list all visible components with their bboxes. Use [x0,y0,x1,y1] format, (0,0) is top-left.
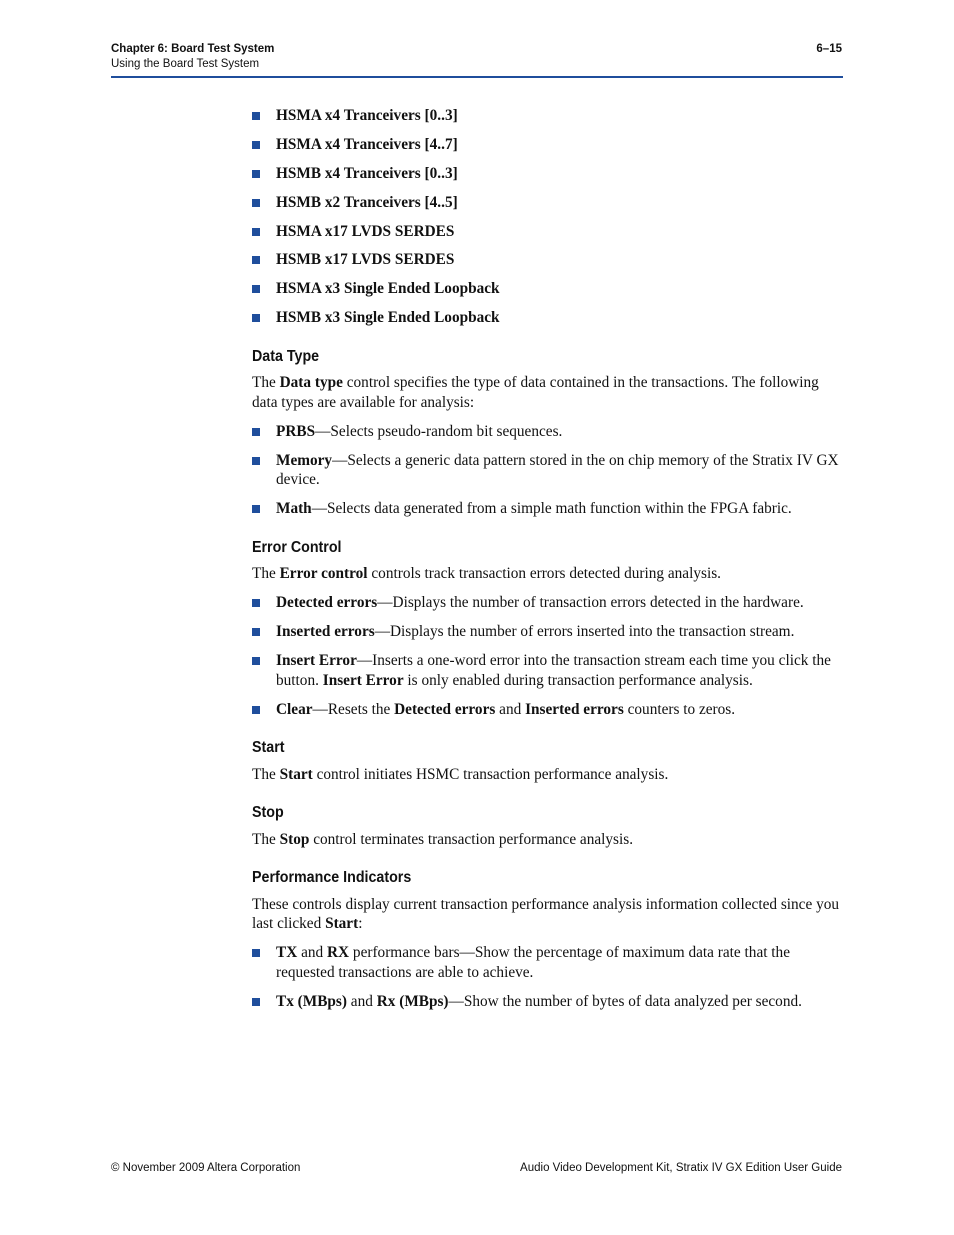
bullet-square-icon [252,457,260,465]
list-item: HSMB x3 Single Ended Loopback [252,308,847,328]
section-heading-data-type: Data Type [252,347,320,365]
bullet-square-icon [252,505,260,513]
bullet-square-icon [252,256,260,264]
bullet-square-icon [252,170,260,178]
list-item: HSMB x4 Tranceivers [0..3] [252,164,847,184]
list-item: Detected errors—Displays the number of transaction errors detected in the hardware. [252,593,847,613]
main-content [252,106,847,1021]
data-type-paragraph: The Data type control specifies the type of data contained in the transactions. The following data types are available for analysis: [252,374,819,411]
bullet-square-icon [252,628,260,636]
list-item: Clear—Resets the Detected errors and Inserted errors counters to zeros. [252,700,847,720]
list-item: Insert Error—Inserts a one-word error into the transaction stream each time you click the button. Insert Error is only enabled during transaction performance analysis. [252,651,847,690]
list-item: TX and RX performance bars—Show the percentage of maximum data rate that the requested transactions are able to achieve. [252,943,847,982]
start-paragraph: The Start control initiates HSMC transaction performance analysis. [252,765,669,783]
list-item: HSMB x2 Tranceivers [4..5] [252,193,847,213]
section-heading-error-control: Error Control [252,538,342,556]
data-type-list [252,422,847,519]
list-item: HSMA x4 Tranceivers [0..3] [252,106,847,126]
footer-copyright: © November 2009 Altera Corporation [111,1162,301,1174]
page-header-chapter: Chapter 6: Board Test System [111,43,275,55]
list-item: Tx (MBps) and Rx (MBps)—Show the number of bytes of data analyzed per second. [252,992,847,1012]
bullet-square-icon [252,285,260,293]
footer-document-title: Audio Video Development Kit, Stratix IV GX Edition User Guide [520,1162,842,1174]
error-control-paragraph: The Error control controls track transaction errors detected during analysis. [252,565,721,583]
list-item: Memory—Selects a generic data pattern stored in the on chip memory of the Stratix IV GX device. [252,451,847,490]
performance-paragraph: These controls display current transaction performance analysis information collected since you last clicked Start: [252,895,840,933]
list-item: Math—Selects data generated from a simple math function within the FPGA fabric. [252,499,847,519]
header-rule [111,76,843,78]
bullet-square-icon [252,599,260,607]
bullet-square-icon [252,112,260,120]
section-heading-performance-indicators: Performance Indicators [252,869,412,887]
interface-list [252,106,847,328]
list-item: PRBS—Selects pseudo-random bit sequences. [252,422,847,442]
bullet-square-icon [252,314,260,322]
list-item: Inserted errors—Displays the number of errors inserted into the transaction stream. [252,622,847,642]
page-number: 6–15 [816,43,842,55]
bullet-square-icon [252,141,260,149]
bullet-square-icon [252,706,260,714]
bullet-square-icon [252,998,260,1006]
stop-paragraph: The Stop control terminates transaction performance analysis. [252,830,634,848]
bullet-square-icon [252,657,260,665]
error-control-list [252,593,847,719]
section-heading-stop: Stop [252,804,284,822]
list-item: HSMA x3 Single Ended Loopback [252,279,847,299]
bullet-square-icon [252,199,260,207]
list-item: HSMA x17 LVDS SERDES [252,222,847,242]
page-header-section: Using the Board Test System [111,58,260,70]
performance-list [252,943,847,1011]
section-heading-start: Start [252,739,285,757]
bullet-square-icon [252,228,260,236]
list-item: HSMB x17 LVDS SERDES [252,250,847,270]
bullet-square-icon [252,428,260,436]
bullet-square-icon [252,949,260,957]
list-item: HSMA x4 Tranceivers [4..7] [252,135,847,155]
